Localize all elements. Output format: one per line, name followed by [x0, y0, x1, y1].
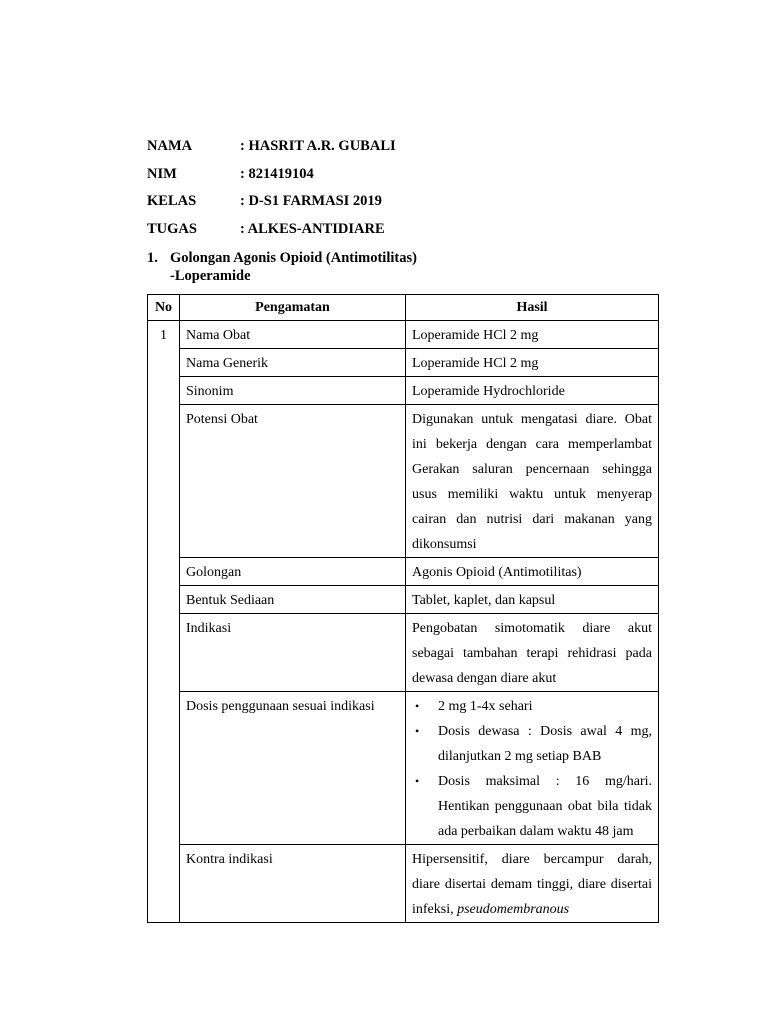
- result-text: Hipersensitif, diare bercampur darah, diare disertai demam tinggi, diare disertai infeksi,: [412, 852, 652, 917]
- section-title: Golongan Agonis Opioid (Antimotilitas): [170, 250, 417, 266]
- bullet-icon: •: [415, 774, 420, 788]
- table-row: [148, 586, 659, 614]
- observation-cell: Bentuk Sediaan: [180, 586, 406, 614]
- header-no: No: [148, 295, 180, 321]
- observation-cell: Dosis penggunaan sesuai indikasi: [180, 692, 406, 845]
- result-cell: [406, 845, 659, 923]
- table-row: [148, 692, 659, 845]
- result-cell: Tablet, kaplet, dan kapsul: [406, 586, 659, 614]
- student-info-header: [147, 138, 396, 248]
- result-cell: Loperamide HCl 2 mg: [406, 321, 659, 349]
- table-row: [148, 377, 659, 405]
- list-item: • Dosis dewasa : Dosis awal 4 mg, dilanjutkan 2 mg setiap BAB: [412, 719, 652, 769]
- info-label: KELAS: [147, 193, 197, 209]
- drug-observation-table: [147, 294, 659, 923]
- table-row: [148, 845, 659, 923]
- table-row: [148, 405, 659, 558]
- info-label: NIM: [147, 165, 177, 182]
- observation-cell: Golongan: [180, 558, 406, 586]
- result-cell: Loperamide HCl 2 mg: [406, 349, 659, 377]
- observation-cell: Indikasi: [180, 614, 406, 692]
- bullet-icon: •: [415, 699, 420, 713]
- info-label: NAMA: [147, 138, 193, 154]
- info-value: : ALKES-ANTIDIARE: [240, 220, 385, 237]
- info-value: : D-S1 FARMASI 2019: [240, 193, 382, 209]
- section-subtitle: -Loperamide: [170, 268, 251, 284]
- result-italic-term: pseudomembranous: [457, 902, 570, 917]
- info-row-class: [147, 193, 396, 221]
- table-header-row: [148, 295, 659, 321]
- info-row-nim: [147, 166, 396, 194]
- observation-cell: Nama Obat: [180, 321, 406, 349]
- result-cell: Pengobatan simotomatik diare akut sebagai tambahan terapi rehidrasi pada dewasa dengan diare akut: [406, 614, 659, 692]
- info-row-task: [147, 221, 396, 249]
- header-result: Hasil: [406, 295, 659, 321]
- observation-cell: Sinonim: [180, 377, 406, 405]
- table-row: [148, 558, 659, 586]
- result-cell: Loperamide Hydrochloride: [406, 377, 659, 405]
- section-heading: [147, 249, 417, 285]
- result-cell: [406, 692, 659, 845]
- section-number: 1.: [147, 250, 158, 266]
- observation-cell: Kontra indikasi: [180, 845, 406, 923]
- table-row: [148, 321, 659, 349]
- observation-cell: Potensi Obat: [180, 405, 406, 558]
- result-cell: Agonis Opioid (Antimotilitas): [406, 558, 659, 586]
- dosage-list: [412, 694, 652, 844]
- row-number-cell: 1: [148, 321, 180, 923]
- list-item: • Dosis maksimal : 16 mg/hari. Hentikan penggunaan obat bila tidak ada perbaikan dalam waktu 48 jam: [412, 769, 652, 844]
- list-item: • 2 mg 1-4x sehari: [412, 694, 652, 719]
- result-cell: Digunakan untuk mengatasi diare. Obat ini bekerja dengan cara memperlambat Gerakan saluran pencernaan sehingga usus memiliki waktu untuk menyerap cairan dan nutrisi dari makanan yang dikonsumsi: [406, 405, 659, 558]
- header-observation: Pengamatan: [180, 295, 406, 321]
- table-row: [148, 349, 659, 377]
- table-row: [148, 614, 659, 692]
- info-value: : HASRIT A.R. GUBALI: [240, 138, 396, 154]
- info-row-name: [147, 138, 396, 166]
- info-value: : 821419104: [240, 165, 314, 182]
- observation-cell: Nama Generik: [180, 349, 406, 377]
- bullet-icon: •: [415, 724, 420, 738]
- info-label: TUGAS: [147, 220, 197, 237]
